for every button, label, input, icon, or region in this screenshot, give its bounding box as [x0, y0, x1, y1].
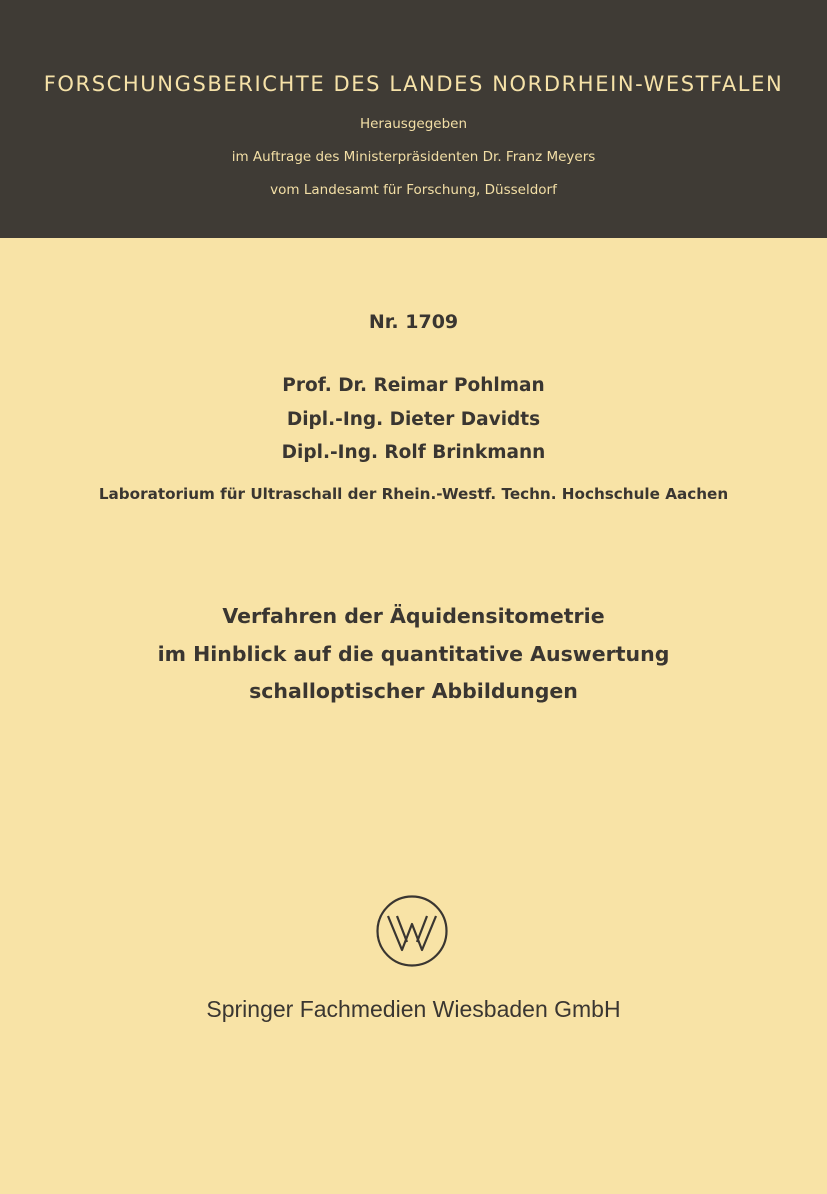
header-office-line: vom Landesamt für Forschung, Düsseldorf [270, 182, 557, 198]
title-line-2: im Hinblick auf die quantitative Auswertung [157, 642, 670, 666]
issue-number: Nr. 1709 [368, 311, 459, 333]
series-title: FORSCHUNGSBERICHTE DES LANDES NORDRHEIN-WESTFALEN [43, 72, 784, 96]
author-3: Dipl.-Ing. Rolf Brinkmann [281, 442, 546, 463]
author-1: Prof. Dr. Reimar Pohlman [282, 375, 545, 396]
publisher: Springer Fachmedien Wiesbaden GmbH [206, 996, 621, 1022]
author-2: Dipl.-Ing. Dieter Davidts [286, 409, 541, 430]
header-commission-line: im Auftrage des Ministerpräsidenten Dr. Franz Meyers [231, 149, 596, 165]
header-editor-line: Herausgegeben [359, 116, 468, 132]
title-line-3: schalloptischer Abbildungen [249, 679, 578, 703]
title-line-1: Verfahren der Äquidensitometrie [222, 604, 605, 628]
springer-vw-logo-icon [375, 894, 449, 968]
header-band [0, 0, 827, 238]
affiliation: Laboratorium für Ultraschall der Rhein.-Westf. Techn. Hochschule Aachen [98, 485, 729, 503]
